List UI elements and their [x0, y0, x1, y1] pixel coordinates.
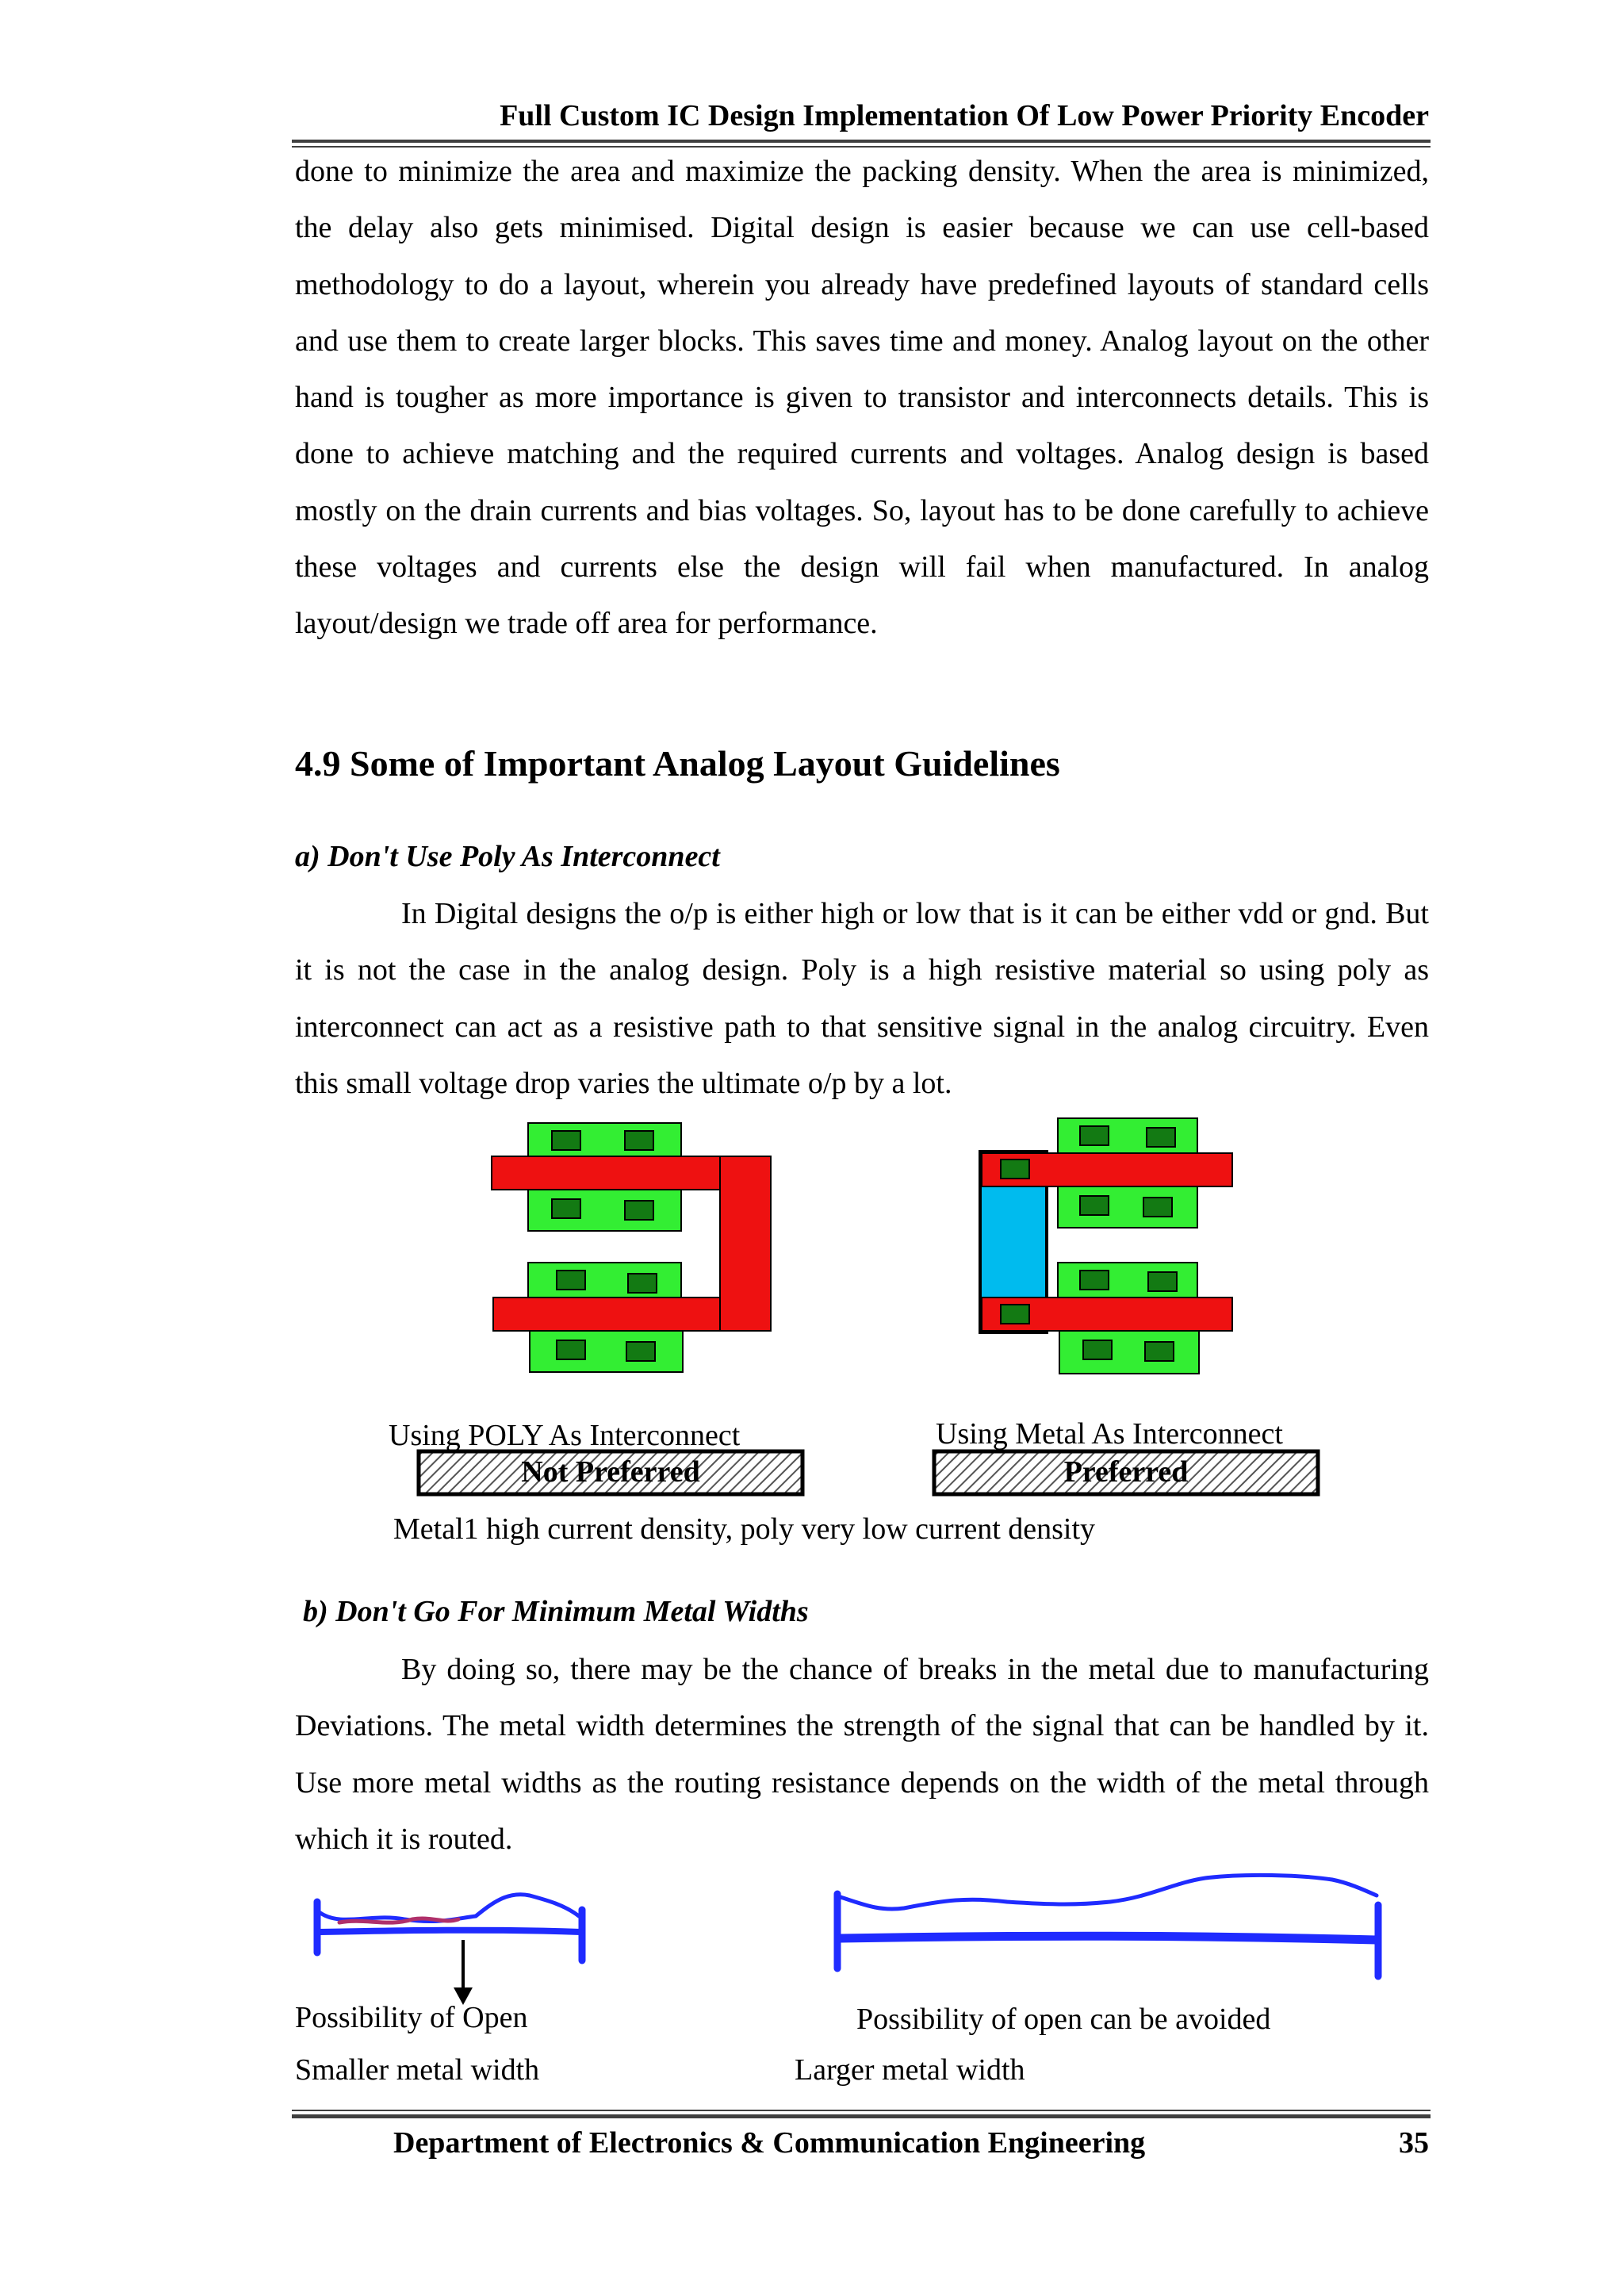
metal-interconnect-caption: Using Metal As Interconnect — [936, 1417, 1283, 1451]
larger-metal-width-drawing — [837, 1875, 1378, 1976]
guideline-b-paragraph-text: By doing so, there may be the chance of breaks in the metal due to manufacturing Deviations. The metal width determines the strength of the signal that can be handled by it. Use more metal widths as the routing resistance depends on the width of the metal through which it is routed. — [295, 1653, 1429, 1856]
poly-interconnect-caption: Using POLY As Interconnect — [389, 1419, 741, 1452]
smaller-metal-width-label: Smaller metal width — [295, 2053, 540, 2087]
metal-interconnect-layout — [980, 1118, 1232, 1374]
smaller-metal-width-drawing — [317, 1895, 582, 2005]
poly-interconnect-layout — [492, 1123, 771, 1372]
guideline-a-heading: a) Don't Use Poly As Interconnect — [295, 840, 720, 873]
footer-rule-thick — [292, 2114, 1431, 2118]
current-density-note: Metal1 high current density, poly very low current density — [393, 1512, 1096, 1546]
open-avoided-caption: Possibility of open can be avoided — [856, 2003, 1271, 2036]
footer-rule-thin — [292, 2110, 1431, 2111]
section-heading: 4.9 Some of Important Analog Layout Guidelines — [295, 743, 1060, 784]
running-header-title: Full Custom IC Design Implementation Of Low Power Priority Encoder — [500, 99, 1429, 132]
page-number: 35 — [1399, 2126, 1429, 2160]
guideline-b-heading: b) Don't Go For Minimum Metal Widths — [303, 1595, 809, 1628]
not-preferred-label: Not Preferred — [521, 1455, 700, 1489]
larger-metal-width-label: Larger metal width — [795, 2053, 1025, 2087]
intro-paragraph-text: done to minimize the area and maximize the packing density. When the area is minimized, the delay also gets minimised. Digital design is easier because we can use cell-based methodology to do a layout, wherein you already have predefined layouts of standard cells and use them to create larger blocks. This saves time and money. Analog layout on the other hand is tougher as more importance is given to transistor and interconnects details. This is done to achieve matching and the required currents and voltages. Analog design is based mostly on the drain currents and bias voltages. So, layout has to be done carefully to achieve these voltages and currents else the design will fail when manufactured. In analog layout/design we trade off area for performance. — [295, 155, 1429, 641]
guideline-a-paragraph-text: In Digital designs the o/p is either high or low that is it can be either vdd or gnd. But it is not the case in the analog design. Poly is a high resistive material so using poly as interconnect can act as a resistive path to that sensitive signal in the analog circuitry. Even this small voltage drop varies the ultimate o/p by a lot. — [295, 897, 1429, 1100]
possibility-of-open-caption: Possibility of Open — [295, 2001, 528, 2034]
guideline-b-paragraph — [295, 1642, 1429, 1868]
footer-department: Department of Electronics & Communication Engineering — [393, 2126, 1146, 2160]
preferred-label: Preferred — [1063, 1455, 1189, 1489]
